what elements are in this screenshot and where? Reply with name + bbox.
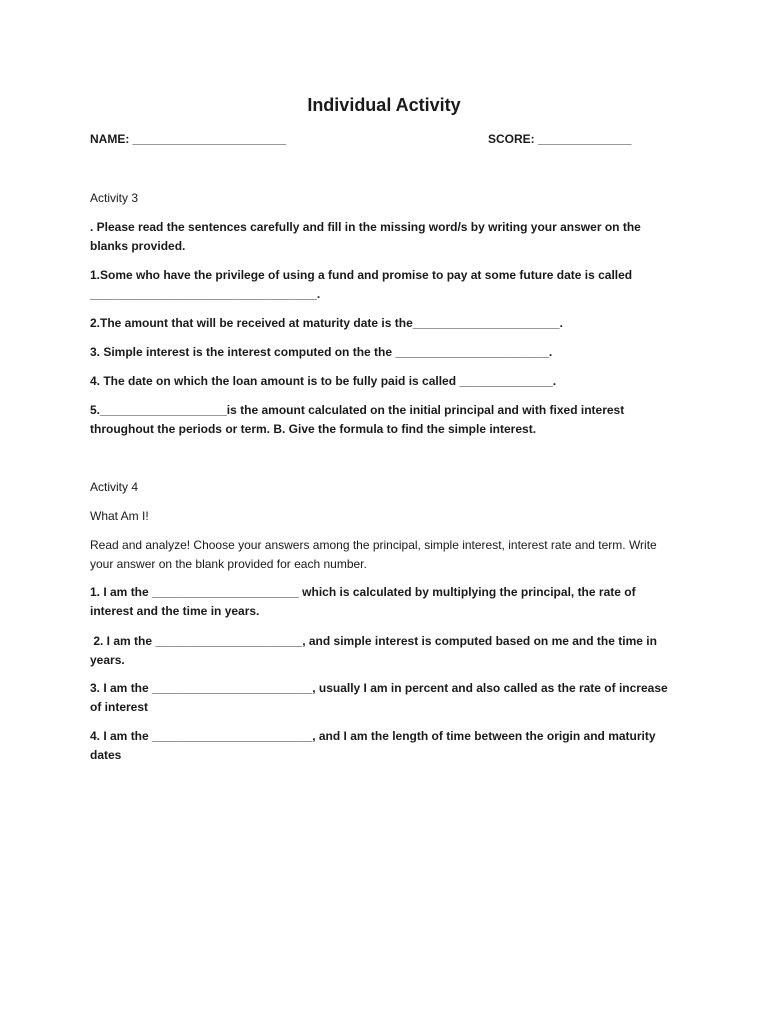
activity-3-item-2: 2.The amount that will be received at maturity date is the______________________. [90, 316, 563, 330]
activity-4-instructions: Read and analyze! Choose your answers among the principal, simple interest, interest rate and term. Write your answer on the blank provided for each number. [90, 538, 661, 571]
score-field: SCORE: ______________ [488, 132, 632, 146]
name-field: NAME: _______________________ [90, 132, 287, 146]
activity-4-item-1: 1. I am the ______________________ which is calculated by multiplying the principal, the rate of interest and the time in years. [90, 585, 639, 618]
activity-3-item-3: 3. Simple interest is the interest computed on the the _______________________. [90, 345, 553, 359]
activity-4-item-4: 4. I am the ________________________, and I am the length of time between the origin and maturity dates [90, 729, 659, 762]
activity-4-item-2: 2. I am the ______________________, and simple interest is computed based on me and the time in years. [90, 634, 661, 667]
activity-4-heading: Activity 4 [90, 480, 139, 494]
activity-4-item-3: 3. I am the ________________________, usually I am in percent and also called as the rate of increase of interest [90, 681, 672, 714]
activity-3-item-4: 4. The date on which the loan amount is to be fully paid is called ______________. [90, 374, 557, 388]
activity-3-instructions: . Please read the sentences carefully and fill in the missing word/s by writing your answer on the blanks provided. [90, 220, 645, 253]
activity-3-heading: Activity 3 [90, 191, 139, 205]
activity-3-item-1: 1.Some who have the privilege of using a fund and promise to pay at some future date is called __________________________________. [90, 268, 636, 301]
activity-4-subheading: What Am I! [90, 509, 149, 523]
page-title: Individual Activity [307, 95, 461, 115]
activity-3-item-5: 5.___________________is the amount calculated on the initial principal and with fixed interest throughout the periods or term. B. Give the formula to find the simple interest. [90, 403, 628, 436]
